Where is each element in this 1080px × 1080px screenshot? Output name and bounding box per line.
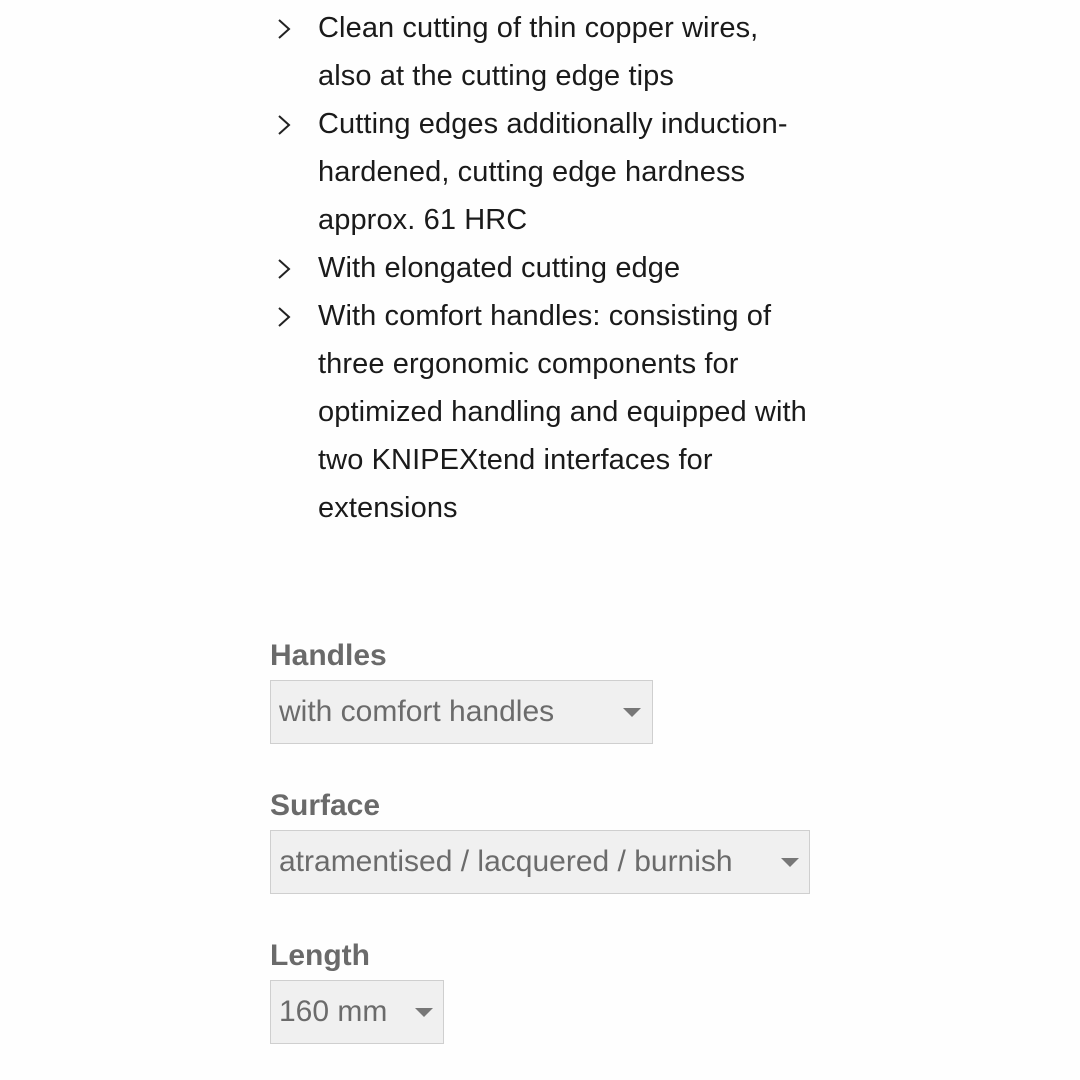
surface-label: Surface: [270, 789, 381, 822]
list-item: [270, 292, 830, 532]
feature-line: Clean cutting of thin copper wires,: [318, 12, 759, 44]
feature-line: two KNIPEXtend interfaces for: [318, 444, 713, 476]
length-select[interactable]: [270, 980, 444, 1044]
handles-option: [270, 638, 653, 744]
length-label: Length: [270, 939, 370, 972]
feature-line: approx. 61 HRC: [318, 204, 528, 236]
surface-option: [270, 788, 810, 894]
caret-down-icon: [781, 858, 799, 867]
handles-select[interactable]: [270, 680, 653, 744]
feature-line: also at the cutting edge tips: [318, 60, 674, 92]
list-item: [270, 244, 830, 292]
handles-select-value: with comfort handles: [279, 695, 555, 728]
caret-down-icon: [623, 708, 641, 717]
list-item: [270, 4, 830, 100]
feature-line: optimized handling and equipped with: [318, 396, 807, 428]
chevron-right-icon: [276, 114, 292, 136]
feature-line: With elongated cutting edge: [318, 252, 681, 284]
feature-line: three ergonomic components for: [318, 348, 739, 380]
chevron-right-icon: [276, 18, 292, 40]
caret-down-icon: [415, 1008, 433, 1017]
chevron-right-icon: [276, 258, 292, 280]
surface-select[interactable]: [270, 830, 810, 894]
feature-line: With comfort handles: consisting of: [318, 300, 772, 332]
length-option: [270, 938, 444, 1044]
list-item: [270, 100, 830, 244]
feature-line: Cutting edges additionally induction-: [318, 108, 788, 140]
surface-select-value: atramentised / lacquered / burnish: [279, 845, 733, 878]
feature-line: hardened, cutting edge hardness: [318, 156, 746, 188]
length-select-value: 160 mm: [279, 995, 388, 1028]
handles-label: Handles: [270, 639, 387, 672]
feature-list: [270, 4, 830, 532]
chevron-right-icon: [276, 306, 292, 328]
feature-line: extensions: [318, 492, 458, 524]
